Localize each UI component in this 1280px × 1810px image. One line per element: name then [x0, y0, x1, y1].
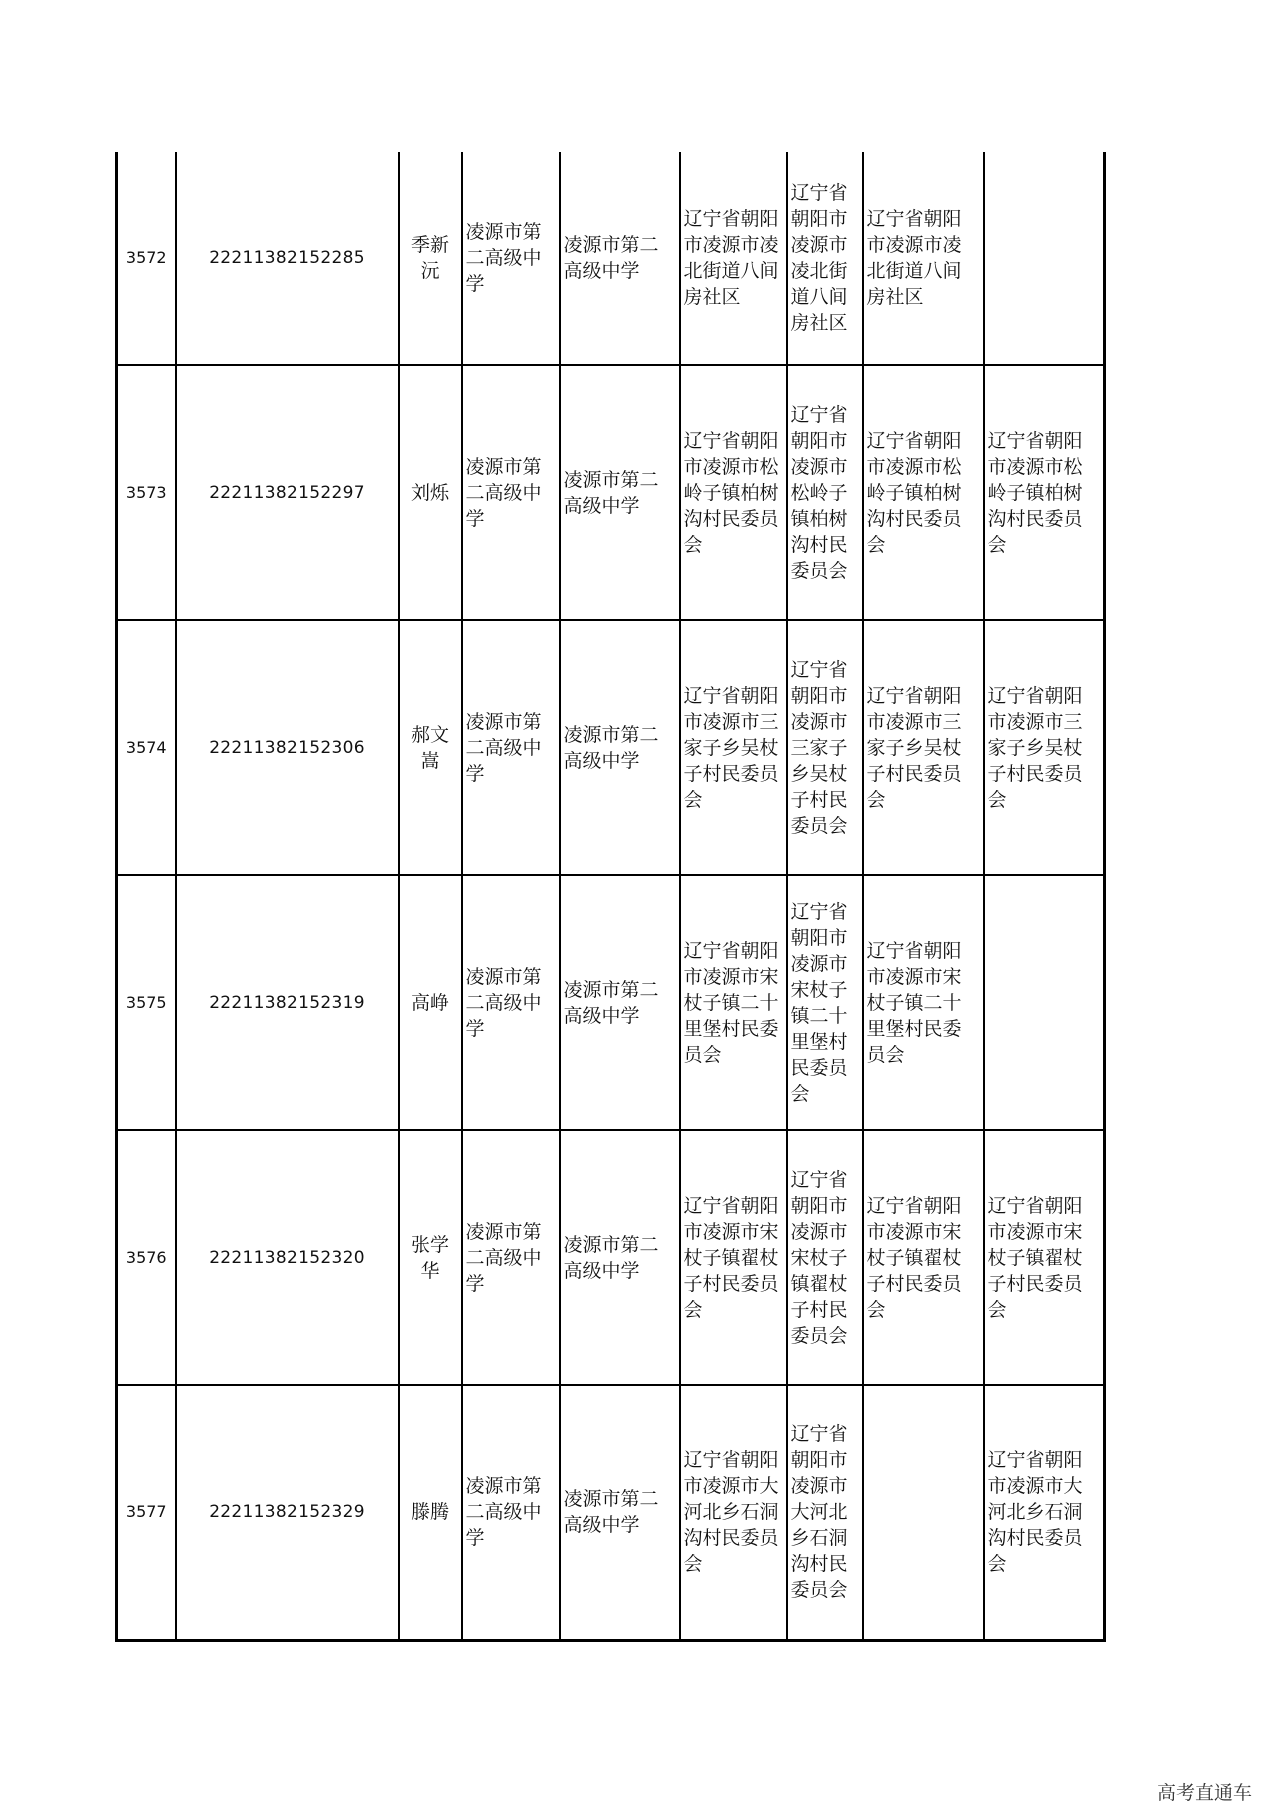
school-name: 凌源市第二高级中学 — [462, 1385, 560, 1640]
student-name: 张学华 — [399, 1130, 462, 1385]
address-1: 辽宁省朝阳市凌源市凌北街道八间房社区 — [680, 152, 787, 365]
table-row — [117, 1385, 1105, 1640]
school-name-secondary: 凌源市第二高级中学 — [560, 875, 680, 1130]
school-name-secondary: 凌源市第二高级中学 — [560, 1385, 680, 1640]
address-2: 辽宁省朝阳市凌源市宋杖子镇翟杖子村民委员会 — [787, 1130, 863, 1385]
row-number: 3574 — [117, 620, 176, 875]
school-name: 凌源市第二高级中学 — [462, 1130, 560, 1385]
address-4: 辽宁省朝阳市凌源市松岭子镇柏树沟村民委员会 — [984, 365, 1105, 620]
school-name-secondary: 凌源市第二高级中学 — [560, 365, 680, 620]
table-row — [117, 365, 1105, 620]
registration-id: 22211382152319 — [176, 875, 399, 1130]
table-row — [117, 875, 1105, 1130]
row-number: 3573 — [117, 365, 176, 620]
address-3 — [863, 1385, 984, 1640]
registration-id: 22211382152285 — [176, 152, 399, 365]
school-name: 凌源市第二高级中学 — [462, 365, 560, 620]
address-4: 辽宁省朝阳市凌源市大河北乡石洞沟村民委员会 — [984, 1385, 1105, 1640]
address-4 — [984, 152, 1105, 365]
school-name-secondary: 凌源市第二高级中学 — [560, 620, 680, 875]
student-name: 刘烁 — [399, 365, 462, 620]
registration-id: 22211382152297 — [176, 365, 399, 620]
address-1: 辽宁省朝阳市凌源市三家子乡吴杖子村民委员会 — [680, 620, 787, 875]
address-3: 辽宁省朝阳市凌源市松岭子镇柏树沟村民委员会 — [863, 365, 984, 620]
registration-id: 22211382152320 — [176, 1130, 399, 1385]
school-name: 凌源市第二高级中学 — [462, 152, 560, 365]
address-2: 辽宁省朝阳市凌源市大河北乡石洞沟村民委员会 — [787, 1385, 863, 1640]
registration-id: 22211382152329 — [176, 1385, 399, 1640]
student-name: 高峥 — [399, 875, 462, 1130]
roster-table — [115, 152, 1106, 1642]
address-3: 辽宁省朝阳市凌源市凌北街道八间房社区 — [863, 152, 984, 365]
row-number: 3576 — [117, 1130, 176, 1385]
student-name: 郝文嵩 — [399, 620, 462, 875]
school-name: 凌源市第二高级中学 — [462, 875, 560, 1130]
address-1: 辽宁省朝阳市凌源市松岭子镇柏树沟村民委员会 — [680, 365, 787, 620]
school-name: 凌源市第二高级中学 — [462, 620, 560, 875]
student-name: 滕腾 — [399, 1385, 462, 1640]
school-name-secondary: 凌源市第二高级中学 — [560, 1130, 680, 1385]
address-2: 辽宁省朝阳市凌源市三家子乡吴杖子村民委员会 — [787, 620, 863, 875]
address-2: 辽宁省朝阳市凌源市松岭子镇柏树沟村民委员会 — [787, 365, 863, 620]
address-3: 辽宁省朝阳市凌源市宋杖子镇翟杖子村民委员会 — [863, 1130, 984, 1385]
address-4: 辽宁省朝阳市凌源市三家子乡吴杖子村民委员会 — [984, 620, 1105, 875]
registration-id: 22211382152306 — [176, 620, 399, 875]
row-number: 3577 — [117, 1385, 176, 1640]
address-2: 辽宁省朝阳市凌源市凌北街道八间房社区 — [787, 152, 863, 365]
student-name: 季新沅 — [399, 152, 462, 365]
row-number: 3572 — [117, 152, 176, 365]
address-2: 辽宁省朝阳市凌源市宋杖子镇二十里堡村民委员会 — [787, 875, 863, 1130]
address-3: 辽宁省朝阳市凌源市三家子乡吴杖子村民委员会 — [863, 620, 984, 875]
school-name-secondary: 凌源市第二高级中学 — [560, 152, 680, 365]
table-row — [117, 620, 1105, 875]
address-1: 辽宁省朝阳市凌源市宋杖子镇翟杖子村民委员会 — [680, 1130, 787, 1385]
address-4 — [984, 875, 1105, 1130]
table-row — [117, 1130, 1105, 1385]
table-row — [117, 152, 1105, 365]
row-number: 3575 — [117, 875, 176, 1130]
address-1: 辽宁省朝阳市凌源市大河北乡石洞沟村民委员会 — [680, 1385, 787, 1640]
address-4: 辽宁省朝阳市凌源市宋杖子镇翟杖子村民委员会 — [984, 1130, 1105, 1385]
address-3: 辽宁省朝阳市凌源市宋杖子镇二十里堡村民委员会 — [863, 875, 984, 1130]
address-1: 辽宁省朝阳市凌源市宋杖子镇二十里堡村民委员会 — [680, 875, 787, 1130]
watermark-text: 高考直通车 — [1156, 1782, 1252, 1804]
